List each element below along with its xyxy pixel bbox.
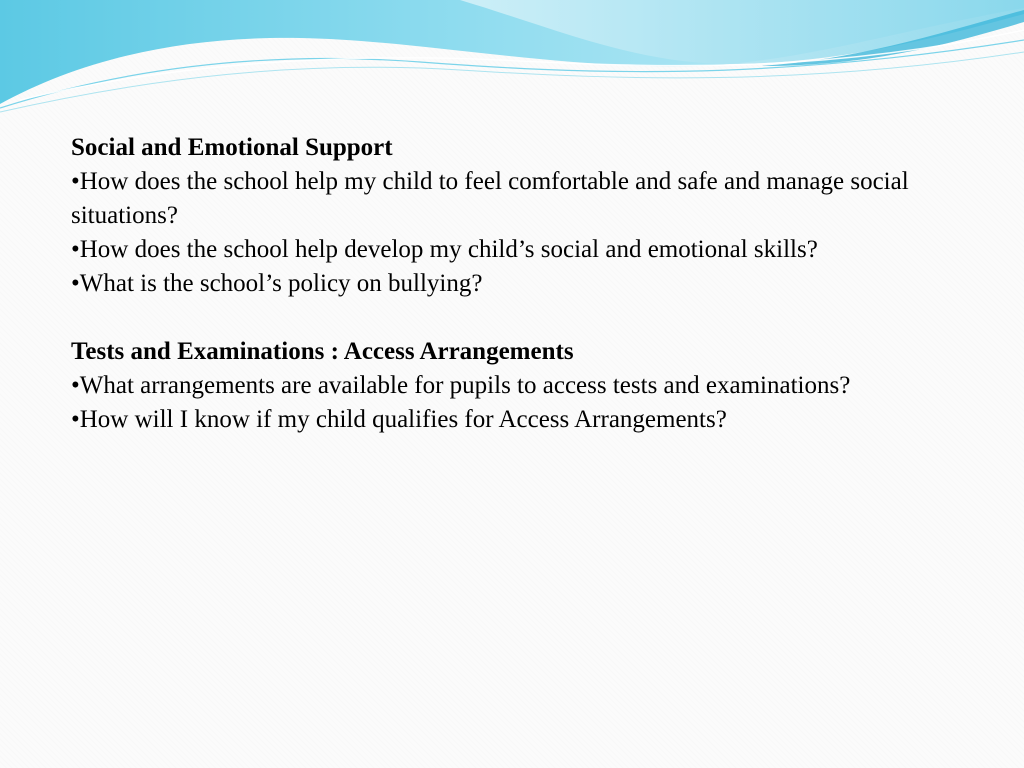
list-item: •How will I know if my child qualifies for Access Arrangements?	[71, 406, 727, 433]
list-item: •What arrangements are available for pupils to access tests and examinations?	[71, 372, 851, 399]
section-heading-social: Social and Emotional Support	[71, 134, 393, 161]
header-wave-decoration	[0, 0, 1024, 120]
section-spacer	[71, 301, 991, 335]
list-item: •How does the school help my child to feel comfortable and safe and manage social situations?	[71, 168, 909, 229]
list-item: •How does the school help develop my child’s social and emotional skills?	[71, 236, 818, 263]
slide-content	[71, 131, 991, 437]
section-heading-tests: Tests and Examinations : Access Arrangements	[71, 338, 574, 365]
list-item: •What is the school’s policy on bullying?	[71, 270, 483, 297]
